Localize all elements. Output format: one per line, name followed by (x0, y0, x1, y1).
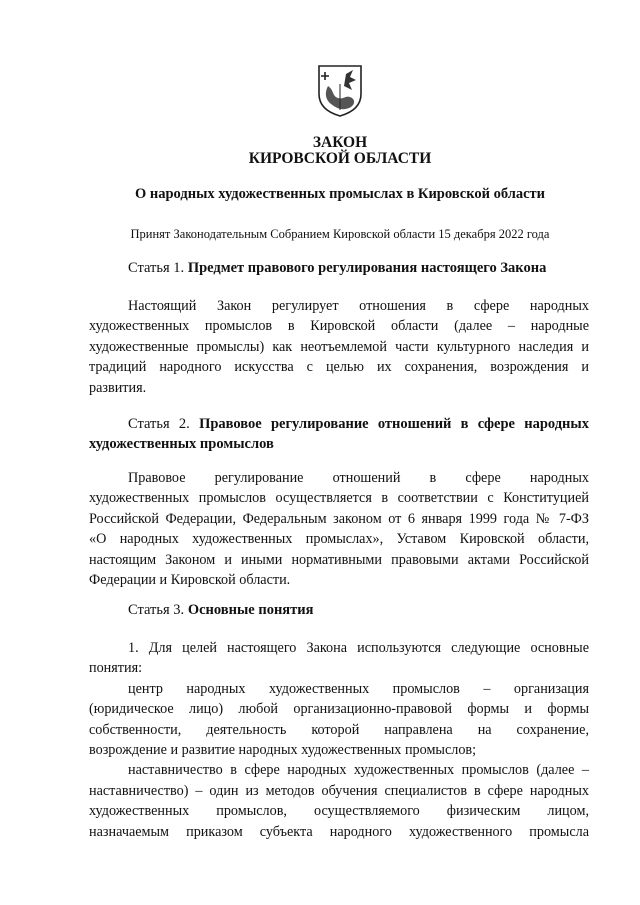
paragraph-line: назначаемым приказом субъекта народного художественного промысла (89, 823, 589, 840)
article-2-title: Правовое регулирование отношений в сфере народных (199, 416, 589, 432)
paragraph-line: 1. Для целей настоящего Закона используются следующие основные (128, 640, 589, 656)
paragraph-line: понятия: (89, 660, 143, 677)
article-3-heading (89, 600, 589, 620)
law-title: ЗАКОН (312, 134, 368, 151)
article-1-label: Статья 1. (128, 260, 185, 276)
paragraph-line: наставничество в сфере народных художественных промыслов (далее – (128, 762, 589, 779)
article-2-label: Статья 2. (128, 416, 190, 432)
paragraph-line: Российской Федерации, Федеральным законом от 6 января 1999 года № 7-ФЗ (89, 510, 589, 527)
article-1-title: Предмет правового регулирования настоящего Закона (187, 260, 547, 276)
paragraph-line: настоящим Законом и иными нормативными правовыми актами Российской (89, 551, 589, 568)
coat-of-arms-emblem (316, 64, 364, 118)
paragraph-line: Федерации и Кировской области. (89, 572, 291, 589)
article-3-label: Статья 3. (128, 602, 185, 618)
paragraph-line: художественных промыслов осуществляется в соответствии с Конституцией (89, 490, 589, 507)
paragraph-line: Правовое регулирование отношений в сфере народных (128, 470, 589, 486)
paragraph-line: наставничество) – один из методов обучения специалистов в сфере народных (89, 782, 589, 799)
paragraph-line: традиций народного искусства с целью их сохранения, возрождения и (89, 359, 589, 376)
region-title: КИРОВСКОЙ ОБЛАСТИ (248, 150, 432, 167)
article-1-text (89, 296, 589, 398)
article-3-text (89, 638, 589, 842)
article-2-text (89, 468, 589, 590)
paragraph-line: центр народных художественных промыслов – организация (128, 680, 589, 697)
paragraph-line: (юридическое лицо) любой организационно-правовой формы и формы (89, 701, 589, 718)
article-1-heading (89, 258, 589, 278)
article-3-title: Основные понятия (187, 602, 314, 618)
law-subject: О народных художественных промыслах в Кировской области (134, 186, 546, 202)
paragraph-line: «О народных художественных промыслах», Уставом Кировской области, (89, 531, 589, 548)
paragraph-line: художественных промыслов в Кировской области (далее – народные (89, 318, 589, 335)
article-2-heading (89, 414, 589, 454)
article-2-title-cont: художественных промыслов (89, 436, 274, 452)
paragraph-line: возрождение и развитие народных художественных промыслов; (89, 742, 477, 759)
paragraph-line: художественные промыслы) как неотъемлемой части культурного наследия и (89, 338, 589, 355)
adoption-note: Принят Законодательным Собранием Кировской области 15 декабря 2022 года (130, 227, 550, 241)
paragraph-line: собственности, деятельность которой направлена на сохранение, (89, 721, 589, 738)
paragraph-line: развития. (89, 379, 147, 396)
paragraph-line: художественных промыслов, осуществляемого физическим лицом, (89, 803, 589, 820)
paragraph-line: Настоящий Закон регулирует отношения в сфере народных (128, 298, 589, 314)
